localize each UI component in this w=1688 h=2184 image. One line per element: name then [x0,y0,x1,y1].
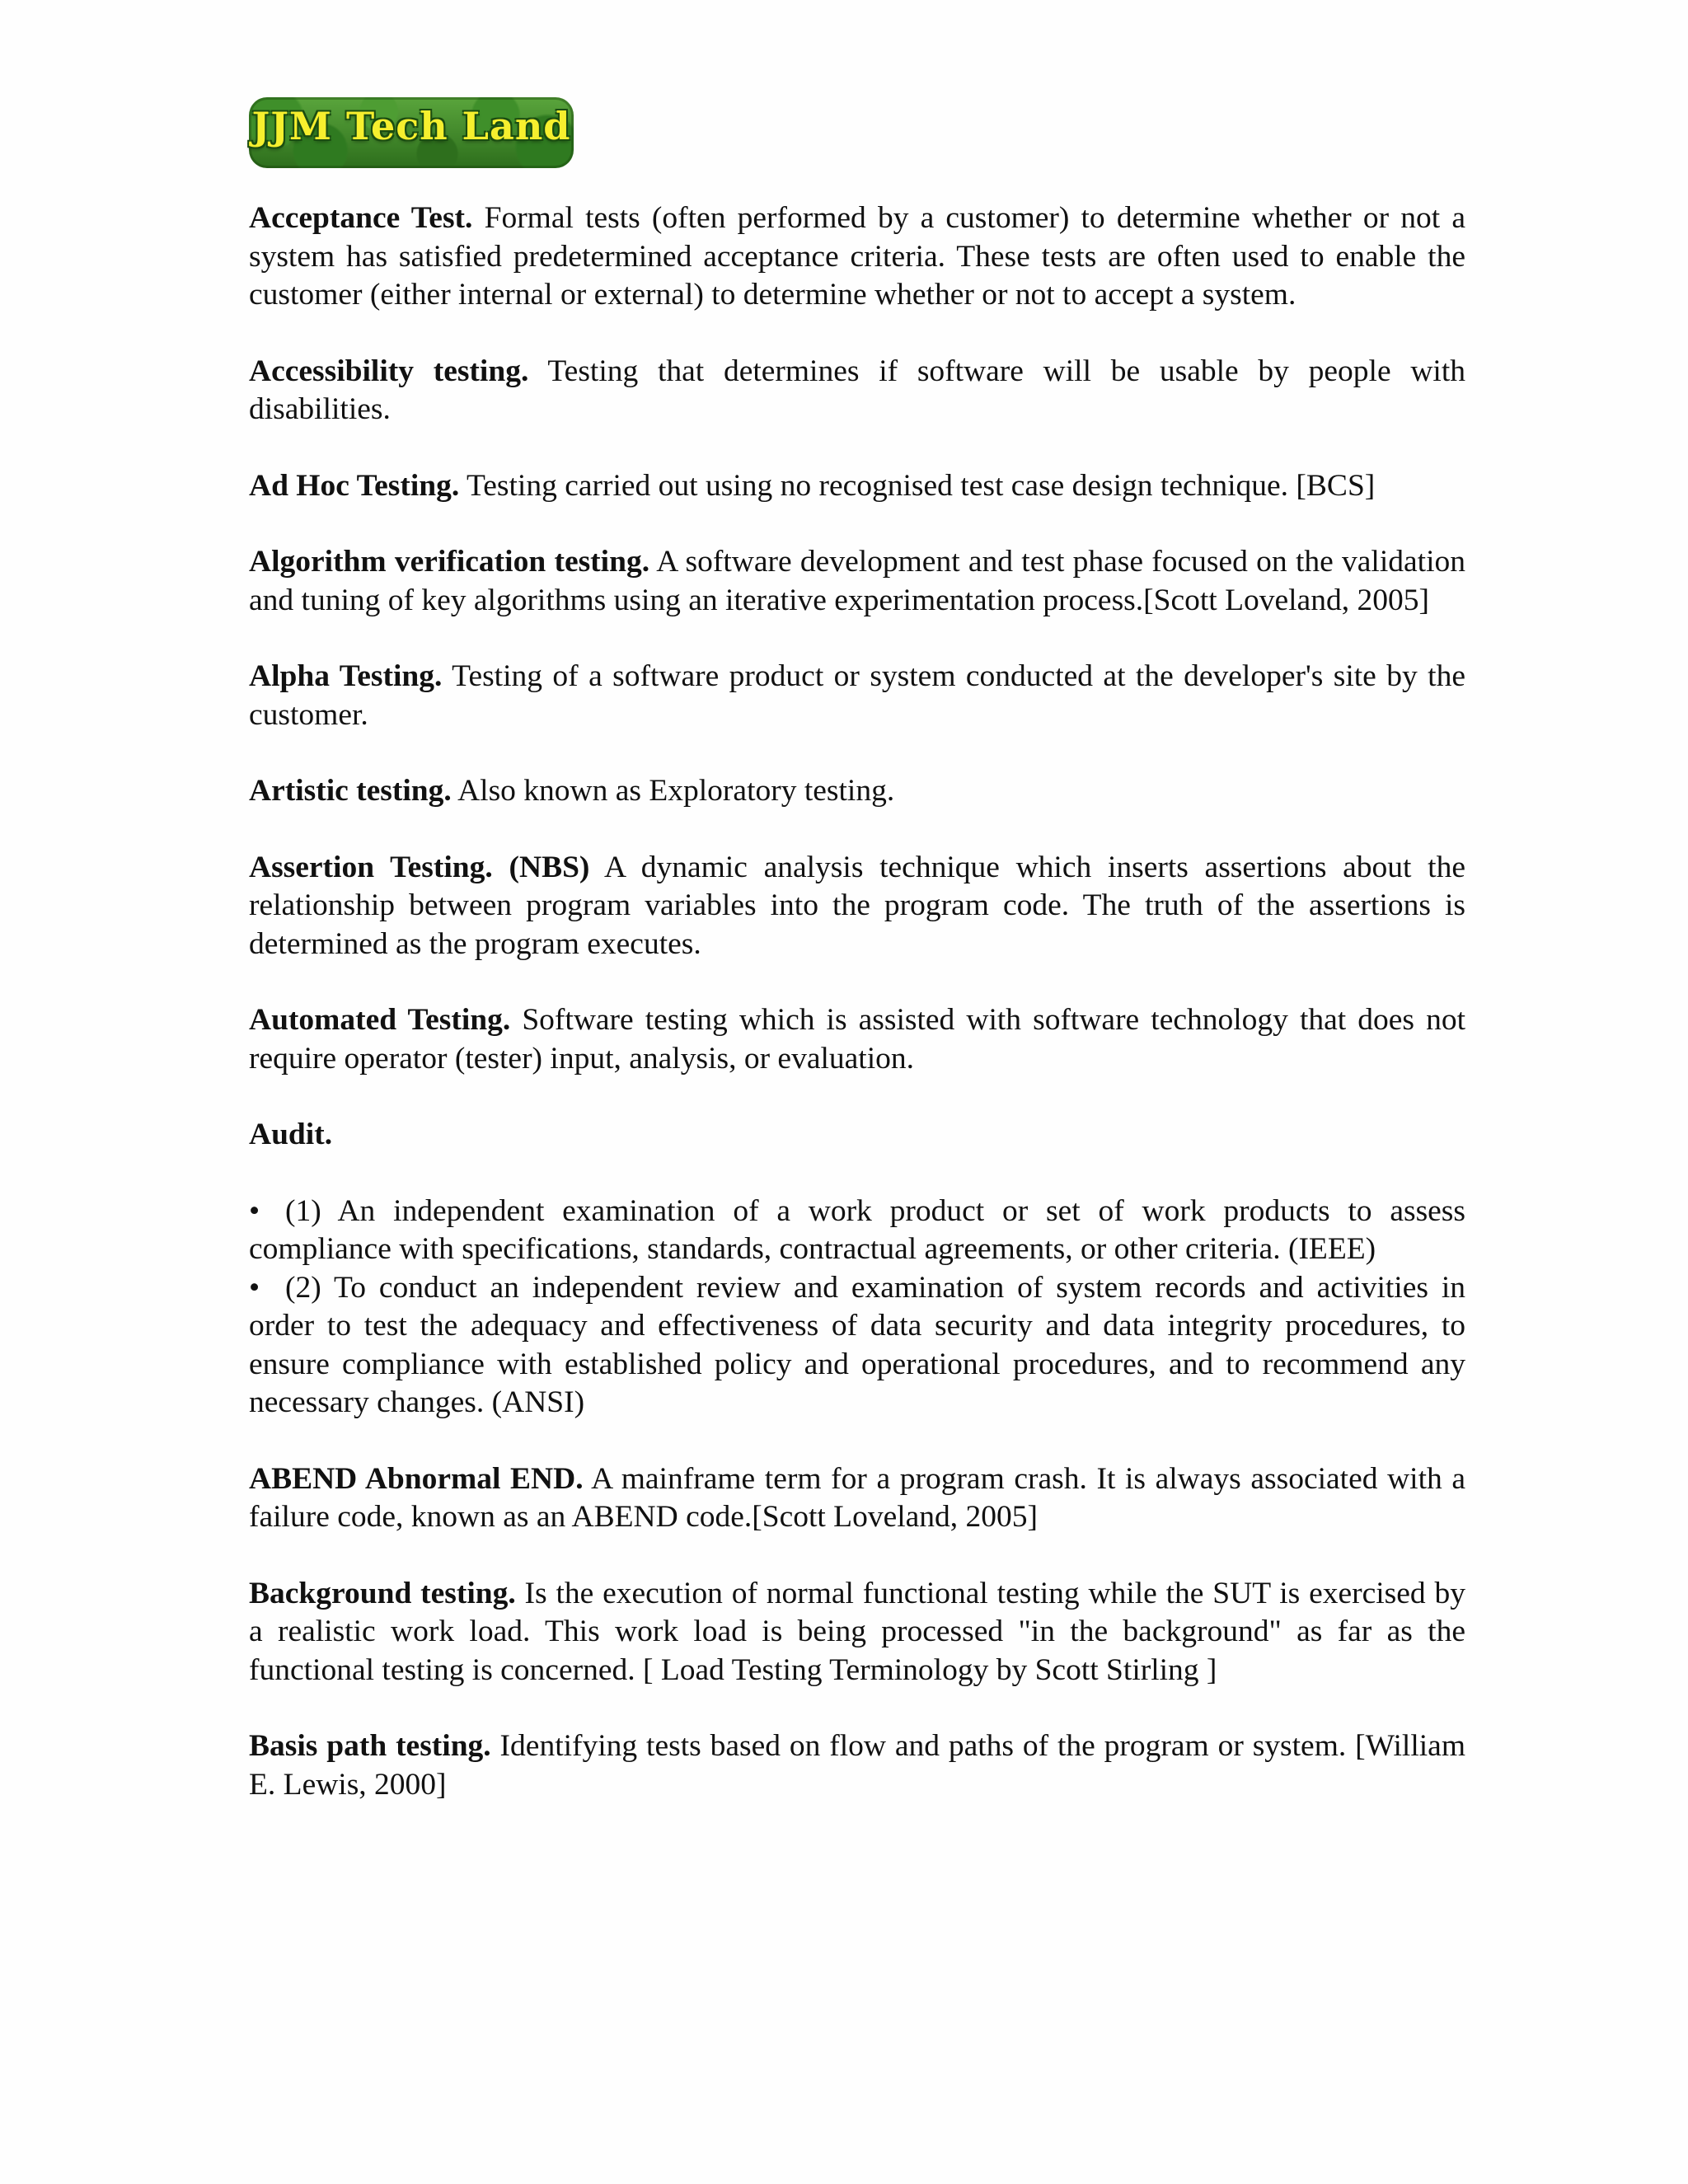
term-definition: A dynamic analysis technique which inserts assertions about the relationship between program variables into the program code. The truth of the assertions is determined as the program executes. [249,850,1465,961]
term-label: Basis path testing. [249,1729,491,1763]
term-definition: Identifying tests based on flow and paths of the program or system. [William E. Lewis, 2000] [249,1729,1465,1802]
glossary-entry-background-testing [249,1575,1465,1690]
term-definition: A software development and test phase focused on the validation and tuning of key algorithms using an iterative experimentation process.[Scott Loveland, 2005] [249,545,1465,617]
bullet-icon: • [249,1270,260,1305]
term-definition: Also known as Exploratory testing. [451,774,895,808]
term-label: ABEND Abnormal END. [249,1461,584,1496]
term-label: Background testing. [249,1576,516,1610]
glossary-entry-ad-hoc-testing [249,467,1465,506]
list-item [249,1193,1465,1269]
glossary-entry-acceptance-test [249,199,1465,315]
term-label: Artistic testing. [249,774,452,808]
term-label: Audit. [249,1118,333,1151]
list-item-text: (1) An independent examination of a work product or set of work products to assess compliance with specifications, standards, contractual agreements, or other criteria. (IEEE) [249,1193,1465,1266]
bullet-icon: • [249,1193,260,1228]
logo [249,97,574,168]
term-definition: Testing that determines if software will be usable by people with disabilities. [249,354,1465,426]
term-definition: Software testing which is assisted with software technology that does not require operator (tester) input, analysis, or evaluation. [249,1003,1466,1076]
glossary-entry-alpha-testing [249,658,1465,734]
term-label: Accessibility testing. [249,354,529,388]
term-label: Algorithm verification testing. [249,545,650,579]
term-definition: A mainframe term for a program crash. It is always associated with a failure code, known as an ABEND code.[Scott Loveland, 2005] [249,1461,1465,1534]
term-definition: Formal tests (often performed by a customer) to determine whether or not a system has satisfied predetermined acceptance criteria. These tests are often used to enable the customer (either internal or external) to determine whether or not to accept a system. [249,201,1466,312]
term-label: Automated Testing. [249,1003,511,1037]
glossary-entry-artistic-testing [249,772,1465,811]
list-item [249,1269,1465,1422]
term-label: Alpha Testing. [249,659,443,693]
glossary-entry-assertion-testing [249,849,1465,964]
list-item-text: (2) To conduct an independent review and examination of system records and activities in order to test the adequacy and effectiveness of data security and data integrity procedures, to ensure compliance with established policy and operational procedures, and to recommend any necessary changes. (ANSI) [249,1270,1465,1419]
glossary-entry-audit [249,1116,1465,1155]
logo-text: JJM Tech Land [251,104,571,148]
audit-definition-list [249,1193,1465,1422]
term-definition: Testing carried out using no recognised test case design technique. [BCS] [459,468,1376,503]
term-label: Ad Hoc Testing. [249,468,460,503]
glossary-entry-automated-testing [249,1001,1465,1078]
term-label: Acceptance Test. [249,201,473,235]
glossary-entry-basis-path-testing [249,1727,1465,1804]
glossary-entry-abend [249,1460,1465,1537]
term-definition: Testing of a software product or system conducted at the developer's site by the customer. [249,659,1465,732]
term-label: Assertion Testing. (NBS) [249,850,590,884]
glossary-content [249,199,1465,1842]
glossary-entry-algorithm-verification-testing [249,543,1465,620]
term-definition: Is the execution of normal functional testing while the SUT is exercised by a realistic work load. This work load is being processed "in the background" as far as the functional testing is concerned. [ Load Testing Terminology by Scott Stirling ] [249,1576,1465,1687]
glossary-entry-accessibility-testing [249,353,1465,429]
